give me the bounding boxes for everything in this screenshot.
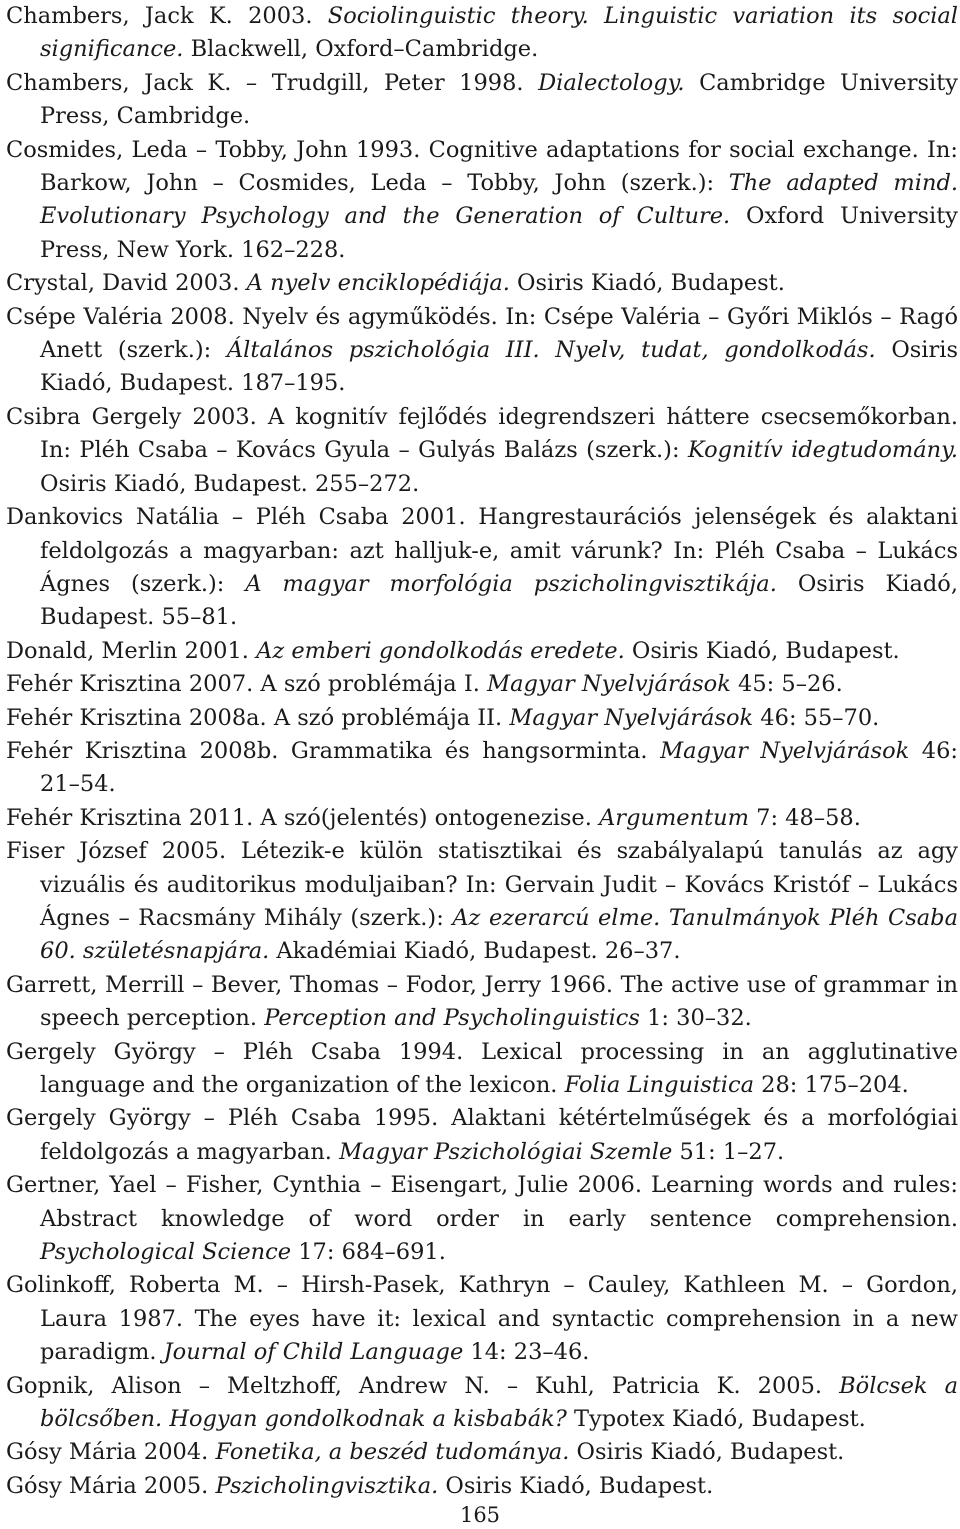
- reference-text: Gósy Mária 2004.: [6, 1439, 216, 1466]
- reference-entry: [6, 1102, 958, 1169]
- reference-title: Sociolinguistic theory. Linguistic variation its social significance.: [40, 3, 959, 63]
- reference-text: 1: 30–32.: [639, 1005, 752, 1032]
- reference-text: Gergely György – Pléh Csaba 1995. Alaktani kétértelműségek és a morfológiai feldolgozás a magyarban.: [6, 1105, 958, 1165]
- reference-entry: [6, 501, 958, 635]
- reference-text: Osiris Kiadó, Budapest. 55–81.: [40, 570, 958, 631]
- reference-title: Journal of Child Language: [163, 1339, 464, 1366]
- reference-text: Garrett, Merrill – Bever, Thomas – Fodor, Jerry 1966. The active use of grammar in speech perception.: [6, 971, 958, 1032]
- reference-text: Dankovics Natália – Pléh Csaba 2001. Hangrestaurációs jelenségek és alaktani feldolgozás a magyarban: azt halljuk-e, amit várunk? In: Pléh Csaba – Lukács Ágnes (szerk.):: [6, 504, 958, 597]
- reference-title: Bölcsek a bölcsőben. Hogyan gondolkodnak a kisbabák?: [40, 1372, 958, 1433]
- reference-title: Magyar Nyelvjárások: [660, 737, 910, 764]
- reference-title: Az ezerarcú elme. Tanulmányok Pléh Csaba 60. születésnapjára.: [40, 904, 958, 965]
- reference-text: 45: 5–26.: [730, 671, 843, 698]
- reference-text: Donald, Merlin 2001.: [6, 637, 257, 664]
- reference-entry: [6, 1436, 958, 1469]
- reference-text: Fehér Krisztina 2008a. A szó problémája II.: [6, 704, 510, 731]
- reference-entry: [6, 401, 958, 501]
- reference-text: Fehér Krisztina 2011. A szó(jelentés) ontogenezise.: [6, 804, 600, 831]
- reference-text: Csibra Gergely 2003. A kognitív fejlődés idegrendszeri háttere csecsemőkorban. In: Pléh Csaba – Kovács Gyula – Gulyás Balázs (szerk.):: [6, 403, 958, 464]
- reference-entry: [6, 301, 958, 401]
- reference-text: Oxford University Press, New York. 162–228.: [40, 203, 958, 263]
- reference-text: Osiris Kiadó, Budapest.: [569, 1439, 845, 1466]
- reference-entry: [6, 1370, 958, 1437]
- reference-entry: [6, 735, 958, 802]
- reference-text: 28: 175–204.: [754, 1072, 909, 1098]
- reference-text: Gopnik, Alison – Meltzhoff, Andrew N. – Kuhl, Patricia K. 2005.: [6, 1372, 840, 1399]
- reference-text: Osiris Kiadó, Budapest.: [509, 270, 785, 297]
- reference-entry: [6, 1269, 958, 1369]
- reference-text: Csépe Valéria 2008. Nyelv és agyműködés. In: Csépe Valéria – Győri Miklós – Ragó Anett (szerk.):: [6, 303, 958, 364]
- reference-entry: [6, 134, 958, 268]
- reference-title: Pszicholingvisztika.: [215, 1472, 439, 1499]
- reference-entry: [6, 0, 958, 67]
- reference-title: Magyar Nyelvjárások: [509, 704, 754, 731]
- reference-title: Dialectology.: [538, 69, 685, 96]
- reference-title: Fonetika, a beszéd tudománya.: [215, 1439, 570, 1466]
- reference-title: Általános pszichológia III. Nyelv, tudat, gondolkodás.: [226, 337, 876, 364]
- reference-text: Blackwell, Oxford–Cambridge.: [183, 36, 539, 63]
- reference-text: Osiris Kiadó, Budapest. 255–272.: [40, 470, 420, 497]
- reference-text: Osiris Kiadó, Budapest.: [438, 1472, 714, 1499]
- reference-text: Fiser József 2005. Létezik-e külön statisztikai és szabályalapú tanulás az agy vizuális és auditorikus moduljaiban? In: Gervain Judit – Kovács Kristóf – Lukács Ágnes – Racsmány Mihály (szerk.):: [6, 838, 958, 931]
- reference-text: Osiris Kiadó, Budapest. 187–195.: [40, 337, 959, 397]
- reference-text: Golinkoff, Roberta M. – Hirsh-Pasek, Kathryn – Cauley, Kathleen M. – Gordon, Laura 1987. The eyes have it: lexical and syntactic comprehension in a new paradigm.: [6, 1272, 958, 1366]
- reference-text: Fehér Krisztina 2007. A szó problémája I.: [6, 671, 488, 698]
- reference-text: Gergely György – Pléh Csaba 1994. Lexical processing in an agglutinative language and the organization of the lexicon.: [6, 1038, 958, 1098]
- reference-page: [6, 0, 958, 1503]
- reference-text: 46: 21–54.: [40, 737, 958, 798]
- reference-entry: [6, 1470, 958, 1503]
- reference-entry: [6, 635, 958, 668]
- reference-title: A magyar morfológia pszicholingvisztikája.: [245, 570, 777, 597]
- reference-text: Gertner, Yael – Fisher, Cynthia – Eisengart, Julie 2006. Learning words and rules: Abstract knowledge of word order in early sentence comprehension.: [6, 1172, 958, 1232]
- reference-entry: [6, 668, 958, 701]
- reference-text: Chambers, Jack K. 2003.: [6, 3, 328, 29]
- reference-text: Osiris Kiadó, Budapest.: [624, 637, 900, 664]
- reference-text: Cosmides, Leda – Tobby, John 1993. Cognitive adaptations for social exchange. In: Barkow, John – Cosmides, Leda – Tobby, John (szerk.):: [6, 136, 958, 197]
- reference-text: 7: 48–58.: [748, 804, 861, 831]
- reference-title: Magyar Pszichológiai Szemle: [339, 1138, 673, 1165]
- reference-text: Gósy Mária 2005.: [6, 1472, 216, 1499]
- reference-entry: [6, 802, 958, 835]
- page-number: 165: [459, 1503, 501, 1527]
- reference-title: Perception and Psycholinguistics: [264, 1005, 640, 1032]
- reference-text: Typotex Kiadó, Budapest.: [566, 1406, 866, 1433]
- reference-title: Kognitív idegtudomány.: [687, 437, 958, 464]
- reference-text: 17: 684–691.: [291, 1239, 446, 1266]
- reference-entry: [6, 267, 958, 300]
- reference-text: Chambers, Jack K. – Trudgill, Peter 1998.: [6, 69, 539, 96]
- reference-list: [6, 0, 958, 1503]
- reference-entry: [6, 702, 958, 735]
- reference-text: Fehér Krisztina 2008b. Grammatika és hangsorminta.: [6, 737, 661, 764]
- reference-title: Argumentum: [599, 804, 749, 831]
- reference-entry: [6, 969, 958, 1036]
- reference-entry: [6, 835, 958, 969]
- reference-title: The adapted mind. Evolutionary Psychology and the Generation of Culture.: [40, 170, 958, 230]
- reference-title: Magyar Nyelvjárások: [487, 671, 731, 698]
- reference-title: Folia Linguistica: [564, 1072, 755, 1098]
- reference-title: Psychological Science: [40, 1239, 292, 1266]
- reference-entry: [6, 67, 958, 134]
- reference-title: A nyelv enciklopédiája.: [246, 270, 510, 297]
- reference-text: Cambridge University Press, Cambridge.: [40, 69, 958, 130]
- reference-text: 51: 1–27.: [672, 1138, 785, 1165]
- reference-entry: [6, 1036, 958, 1103]
- reference-text: 46: 55–70.: [753, 704, 880, 731]
- reference-text: 14: 23–46.: [463, 1339, 590, 1366]
- reference-text: Akadémiai Kiadó, Budapest. 26–37.: [269, 938, 681, 965]
- reference-entry: [6, 1169, 958, 1269]
- reference-title: Az emberi gondolkodás eredete.: [256, 637, 625, 664]
- reference-text: Crystal, David 2003.: [6, 270, 247, 297]
